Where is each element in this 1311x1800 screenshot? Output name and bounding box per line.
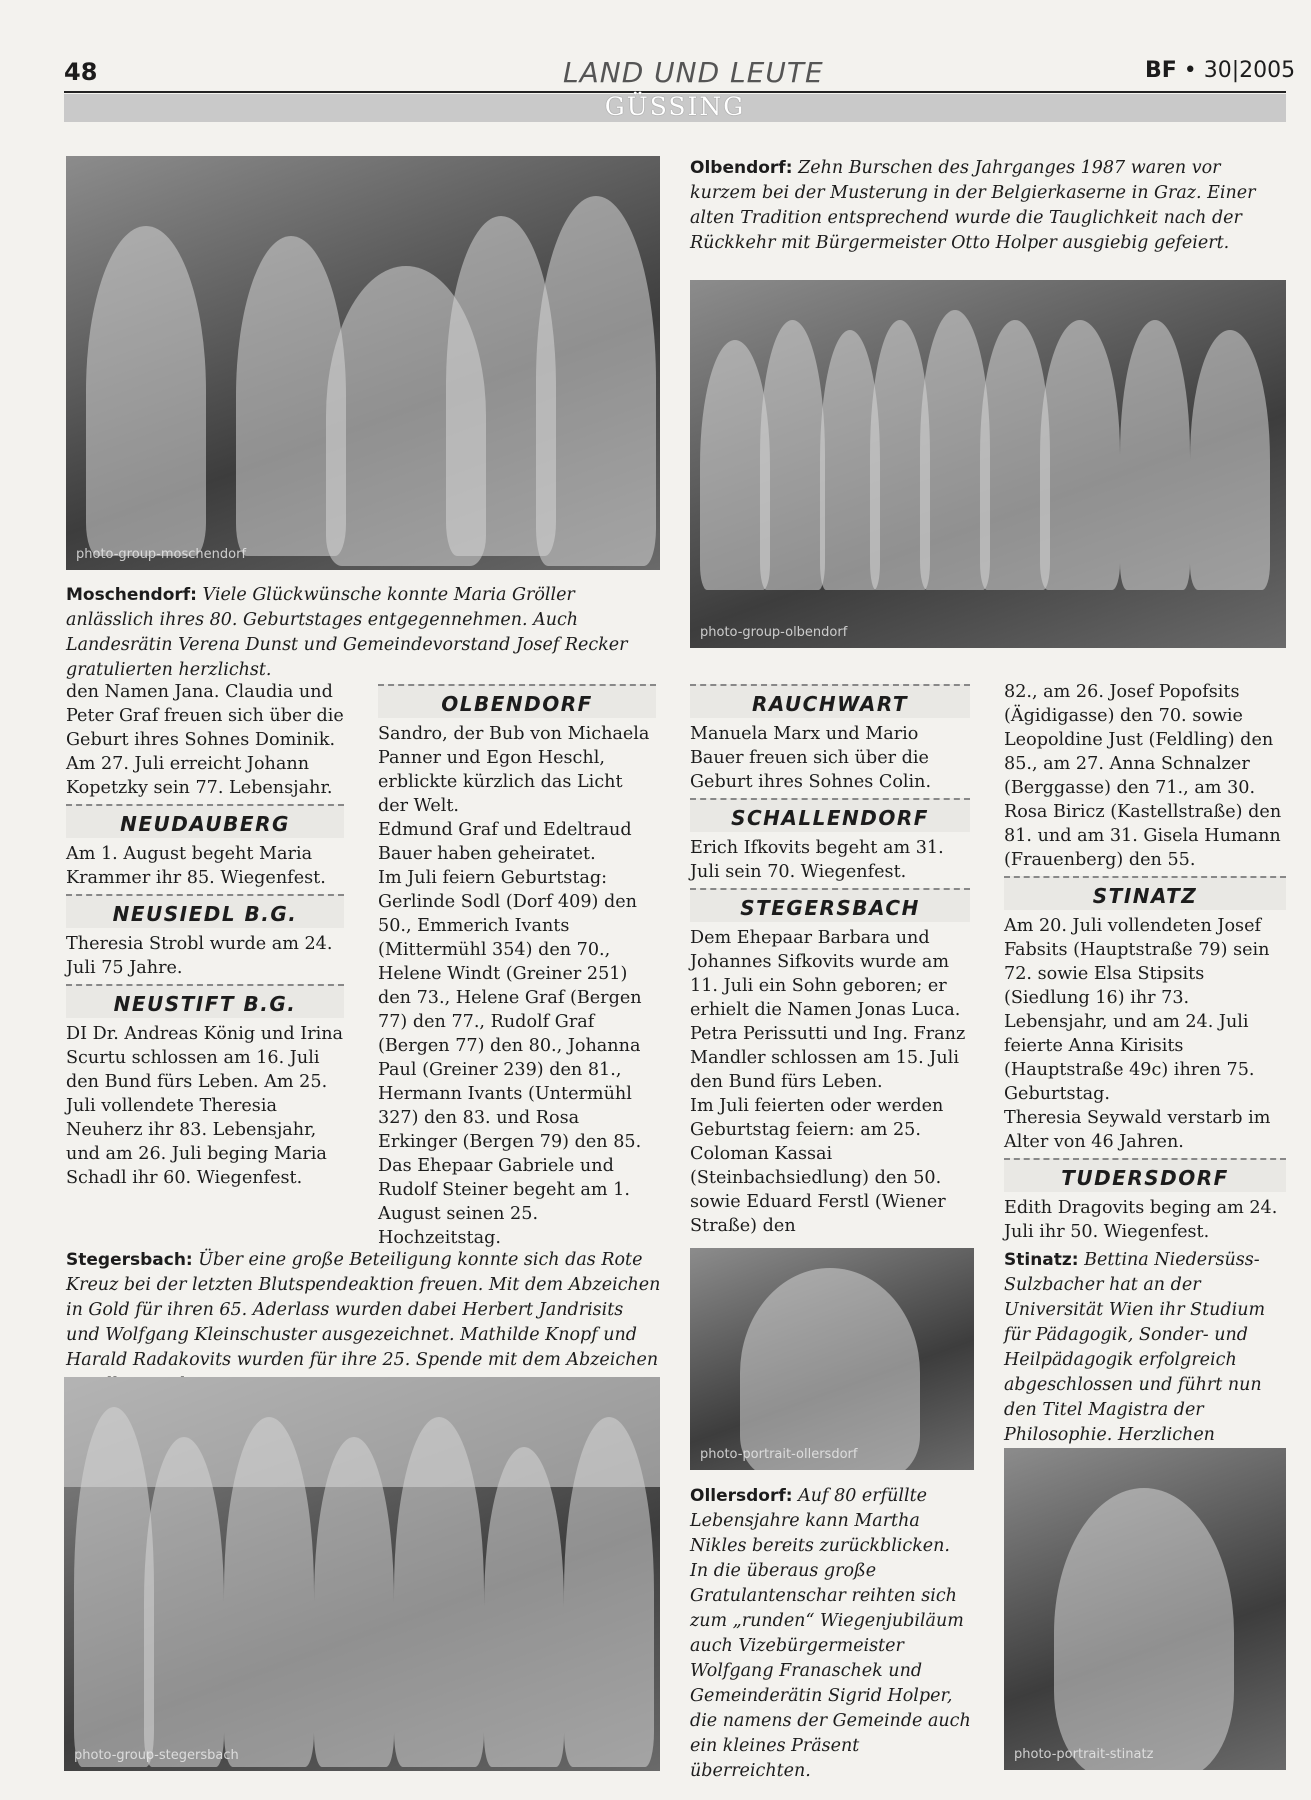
text-stinatz-1: Am 20. Juli vollendeten Josef Fabsits (Hauptstraße 79) sein 72. sowie Elsa Stipsits (Siedlung 16) ihr 73. Lebensjahr, und am 24. Juli feierte Anna Kirisits (Hauptstraße 49c) ihren 75. Geburtstag. [1004,916,1270,1104]
caption-place: Olbendorf: [690,158,793,178]
column-2 [378,680,656,1250]
publication-name: BF [1145,58,1177,83]
figure-shape [144,1437,224,1767]
column-4 [1004,680,1286,1244]
heading-neusiedl: NEUSIEDL B.G. [66,894,344,928]
figure-shape [1040,320,1120,590]
text-stegersbach-2: Petra Perissutti und Ing. Franz Mandler schlossen am 15. Juli den Bund fürs Leben. [690,1024,966,1092]
text-neusiedl: Theresia Strobl wurde am 24. Juli 75 Jahre. [66,934,333,978]
figure-shape [314,1437,394,1767]
figure-shape [536,196,656,566]
photo-label: photo-portrait-ollersdorf [700,1447,858,1462]
text-olbendorf-3: Im Juli feiern Geburtstag: Gerlinde Sodl (Dorf 409) den 50., Emmerich Ivants (Mittermühl 354) den 70., Helene Windt (Greiner 251) den 73., Helene Graf (Bergen 77) den 77., Rudolf Graf (Bergen 77) den 80., Johanna Paul (Greiner 239) den 81., Hermann Ivants (Untermühl 327) den 83. und Rosa Erkinger (Bergen 79) den 85. [378,868,642,1152]
photo-label: photo-group-stegersbach [74,1748,239,1763]
section-title: LAND UND LEUTE [563,56,824,89]
heading-schallendorf: SCHALLENDORF [690,798,970,832]
figure-shape [740,1268,920,1470]
caption-text: Bettina Niedersüss-Sulzbacher hat an der Universität Wien ihr Studium für Pädagogik, Sonder- und Heilpädagogik erfolgreich abgeschlossen und führt nun den Titel Magistra der Philosophie. Herzlichen [1004,1250,1266,1445]
caption-place: Stinatz: [1004,1250,1079,1270]
region-banner [64,94,1286,122]
caption-moschendorf [66,583,660,683]
heading-rauchwart: RAUCHWART [690,684,970,718]
text-neudauberg: Am 1. August begeht Maria Krammer ihr 85. Wiegenfest. [66,844,326,888]
photo-label: photo-portrait-stinatz [1014,1747,1154,1762]
text-olbendorf-1: Sandro, der Bub von Michaela Panner und Egon Heschl, erblickte kürzlich das Licht der Welt. [378,724,650,816]
figure-shape [224,1417,314,1767]
heading-stegersbach: STEGERSBACH [690,888,970,922]
region-title: GÜSSING [604,92,746,121]
text-stinatz-2: Theresia Seywald verstarb im Alter von 46 Jahren. [1004,1108,1271,1152]
text-tudersdorf: Edith Dragovits beging am 24. Juli ihr 50. Wiegenfest. [1004,1198,1278,1242]
figure-shape [74,1407,154,1767]
caption-place: Moschendorf: [66,585,197,605]
photo-label: photo-group-olbendorf [700,625,848,640]
photo-ollersdorf [690,1248,974,1470]
column-1 [66,680,344,1190]
text-neustift: DI Dr. Andreas König und Irina Scurtu schlossen am 16. Juli den Bund fürs Leben. Am 25. Juli vollendete Theresia Neuherz ihr 83. Lebensjahr, und am 26. Juli beging Maria Schadl ihr 60. Wiegenfest. [66,1024,344,1188]
column-3 [690,680,970,1238]
caption-stegersbach [66,1248,662,1398]
figure-shape [86,226,206,556]
col1-intro: den Namen Jana. Claudia und Peter Graf freuen sich über die Geburt ihres Sohnes Dominik. Am 27. Juli erreicht Johann Kopetzky sein 77. Lebensjahr. [66,682,344,798]
text-olbendorf-4: Das Ehepaar Gabriele und Rudolf Steiner begeht am 1. August seinen 25. Hochzeitstag. [378,1156,630,1248]
caption-text: Über eine große Beteiligung konnte sich das Rote Kreuz bei der letzten Blutspendeaktion freuen. Mit dem Abzeichen in Gold für ihren 65. Aderlass wurden dabei Herbert Jandrisits und Wolfgang Kleinschuster ausgezeichnet. Mathilde Knopf und Harald Radakovits wurden für ihre 25. Spende mit dem Abzeichen [66,1250,661,1370]
caption-text: Zehn Burschen des Jahrganges 1987 waren vor kurzem bei der Musterung in der Belgierkaserne in Graz. Einer alten Tradition entsprechend wurde die Tauglichkeit nach der Rückkehr mit Bürgermeister Otto Holper ausgiebig gefeiert. [690,158,1256,253]
col4-intro: 82., am 26. Josef Popofsits (Ägidigasse) den 70. sowie Leopoldine Just (Feldling) den 85., am 27. Anna Schnalzer (Berggasse) den 71., am 30. Rosa Biricz (Kastellstraße) den 81. und am 31. Gisela Humann (Frauenberg) den 55. [1004,682,1282,870]
figure-shape [484,1447,564,1767]
photo-label: photo-group-moschendorf [76,547,247,562]
figure-shape [394,1417,484,1767]
figure-shape [1054,1488,1234,1770]
heading-olbendorf: OLBENDORF [378,684,656,718]
heading-neustift: NEUSTIFT B.G. [66,984,344,1018]
caption-ollersdorf [690,1484,972,1784]
figure-shape [1190,330,1270,590]
text-stegersbach-3: Im Juli feierten oder werden Geburtstag feiern: am 25. Coloman Kassai (Steinbachsiedlung) den 50. sowie Eduard Ferstl (Wiener Straße) den [690,1096,946,1236]
issue-info: BF • 30|2005 [1145,58,1296,83]
caption-olbendorf [690,156,1280,256]
caption-place: Ollersdorf: [690,1486,793,1506]
caption-text: Viele Glückwünsche konnte Maria Gröller anlässlich ihres 80. Geburtstages entgegennehmen. Auch Landesrätin Verena Dunst und Gemeindevorstand Josef Recker gratulierten herzlichst. [66,585,628,680]
text-stegersbach-1: Dem Ehepaar Barbara und Johannes Sifkovits wurde am 11. Juli ein Sohn geboren; er erhielt die Namen Jonas Luca. [690,928,961,1020]
text-olbendorf-2: Edmund Graf und Edeltraud Bauer haben geheiratet. [378,820,632,864]
photo-stinatz [1004,1448,1286,1770]
heading-stinatz: STINATZ [1004,876,1286,910]
page-number: 48 [64,58,98,86]
photo-olbendorf [690,280,1286,648]
caption-text: Auf 80 erfüllte Lebensjahre kann Martha Nikles bereits zurückblicken. In die überaus große Gratulantenschar reihten sich zum „runden“ Wiegenjubiläum auch Vizebürgermeister Wolfgang Franaschek und Gemeinderätin Sigrid Holper, die namens der Gemeinde auch ein kleines Präsent überreichten. [690,1486,971,1781]
heading-tudersdorf: TUDERSDORF [1004,1158,1286,1192]
figure-shape [760,320,825,590]
text-schallendorf: Erich Ifkovits begeht am 31. Juli sein 70. Wiegenfest. [690,838,944,882]
text-rauchwart: Manuela Marx und Mario Bauer freuen sich über die Geburt ihres Sohnes Colin. [690,724,932,792]
heading-neudauberg: NEUDAUBERG [66,804,344,838]
photo-stegersbach [64,1377,660,1771]
figure-shape [564,1417,654,1767]
issue-number: 30|2005 [1203,58,1296,83]
figure-shape [1120,320,1190,590]
caption-place: Stegersbach: [66,1250,193,1270]
photo-moschendorf [66,156,660,570]
